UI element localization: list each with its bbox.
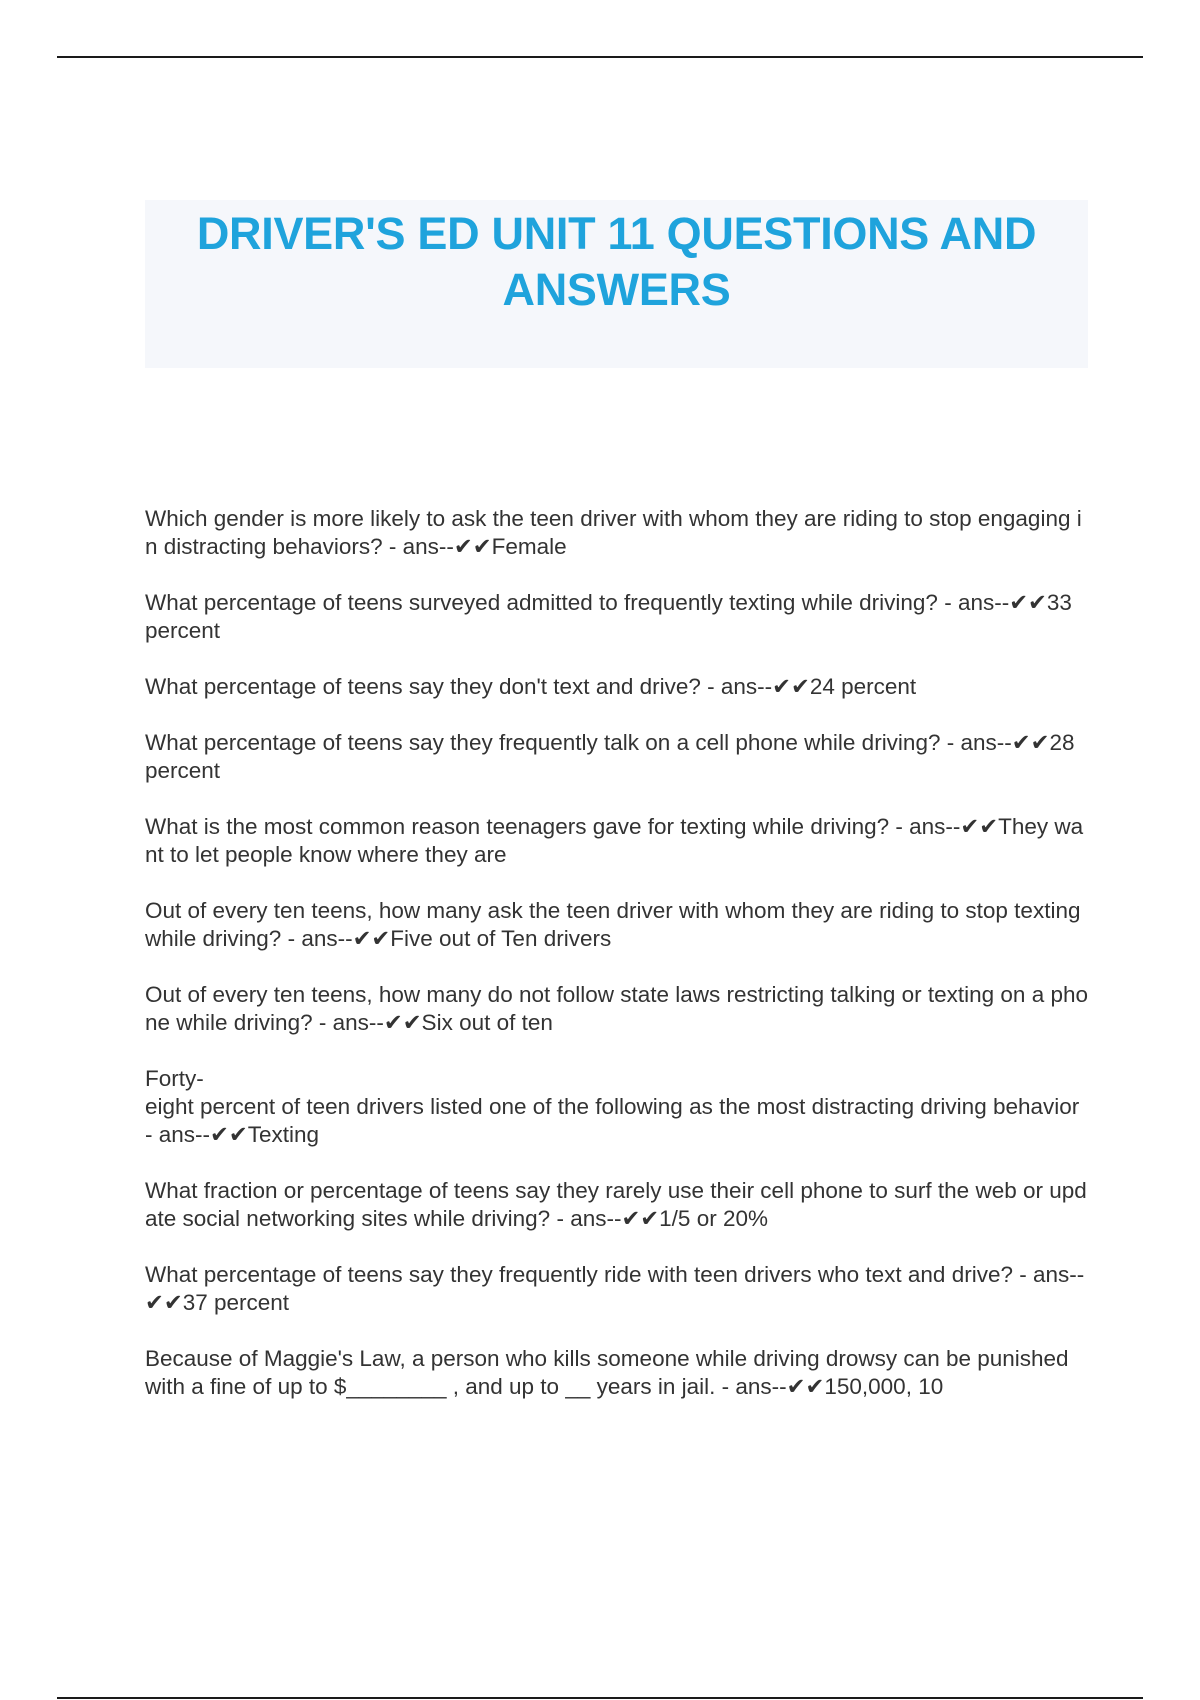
bottom-divider (57, 1697, 1143, 1699)
qa-item: Forty- eight percent of teen drivers listed one of the following as the most distracting driving behavior - ans--✔✔Texting (145, 1066, 1080, 1147)
qa-item: Out of every ten teens, how many ask the teen driver with whom they are riding to stop texting while driving? - ans--✔✔Five out of Ten drivers (145, 898, 1087, 951)
qa-item: Because of Maggie's Law, a person who kills someone while driving drowsy can be punished with a fine of up to $________ , and up to __ years in jail. - ans--✔✔150,000, 10 (145, 1346, 1075, 1399)
top-divider (57, 56, 1143, 58)
title-banner (145, 200, 1088, 368)
qa-item: Out of every ten teens, how many do not follow state laws restricting talking or texting on a phone while driving? - ans--✔✔Six out of ten (145, 982, 1089, 1035)
qa-item: Which gender is more likely to ask the teen driver with whom they are riding to stop engaging in distracting behaviors? - ans--✔✔Female (145, 506, 1082, 559)
qa-item: What percentage of teens say they frequently ride with teen drivers who text and drive? - ans--✔✔37 percent (145, 1262, 1085, 1315)
qa-item: What percentage of teens say they don't text and drive? - ans--✔✔24 percent (145, 674, 917, 699)
qa-item: What percentage of teens surveyed admitted to frequently texting while driving? - ans--✔✔33 percent (145, 590, 1079, 643)
qa-item: What percentage of teens say they frequently talk on a cell phone while driving? - ans--✔✔28 percent (145, 730, 1081, 783)
document-title: DRIVER'S ED UNIT 11 QUESTIONS AND ANSWERS (196, 208, 1037, 315)
qa-item: What is the most common reason teenagers gave for texting while driving? - ans--✔✔They want to let people know where they are (145, 814, 1084, 867)
qa-item: What fraction or percentage of teens say they rarely use their cell phone to surf the web or update social networking sites while driving? - ans--✔✔1/5 or 20% (145, 1178, 1087, 1231)
qa-list (145, 505, 1090, 1429)
